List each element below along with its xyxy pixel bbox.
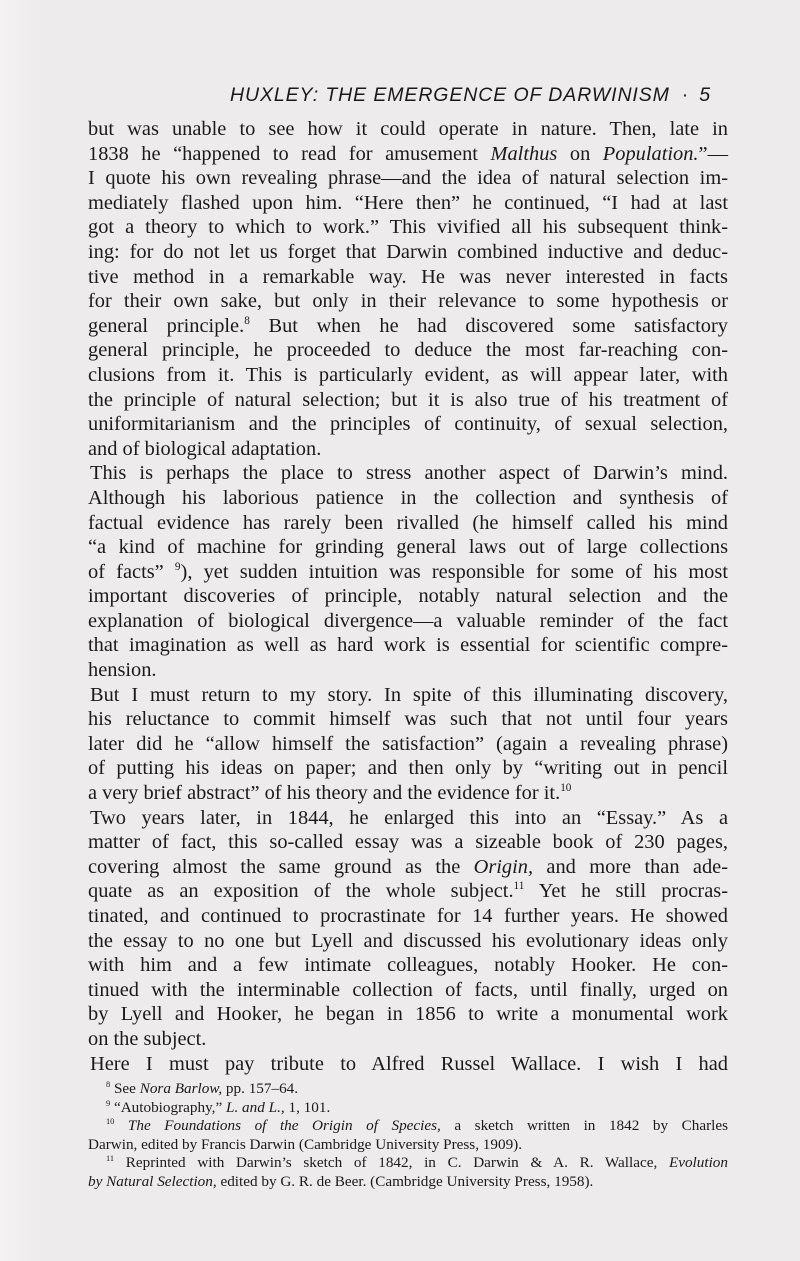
- text-run: uniformitarianism and the principles of continuity, of sexual selection,: [88, 413, 728, 436]
- body-line: [88, 461, 728, 486]
- text-run: tinated, and continued to procrastinate for 14 further years. He showed: [88, 905, 728, 927]
- text-run: See: [110, 1080, 140, 1097]
- text-run: Two years later, in 1844, he enlarged this into an “Essay.” As a: [90, 806, 728, 829]
- body-line: [88, 166, 728, 191]
- footnote-line: [88, 1136, 728, 1155]
- text-run: the essay to no one but Lyell and discussed his evolutionary ideas only: [88, 929, 728, 952]
- text-run: ing: for do not let us forget that Darwin combined inductive and deduc-: [88, 240, 728, 263]
- text-run: ”—: [698, 142, 728, 165]
- body-line: [88, 191, 728, 216]
- footnote-line: [88, 1117, 728, 1136]
- text-run: a sketch written in 1842 by Charles: [440, 1117, 729, 1135]
- text-run: later did he “allow himself the satisfaction” (again a revealing phrase): [88, 732, 728, 755]
- body-line: [88, 560, 728, 585]
- body-text: [88, 117, 728, 1076]
- italic-text: Origin,: [473, 855, 534, 878]
- header-title: HUXLEY: THE EMERGENCE OF DARWINISM: [230, 84, 670, 106]
- body-line: [88, 855, 728, 880]
- italic-text: Population.: [602, 142, 699, 165]
- footnote-line: [88, 1173, 728, 1192]
- text-run: Here I must pay tribute to Alfred Russel Wallace. I wish I had: [90, 1052, 728, 1075]
- footnote-ref: 10: [560, 782, 572, 795]
- italic-text: Malthus: [490, 142, 558, 165]
- text-run: ), yet sudden intuition was responsible for some of his most: [180, 560, 728, 583]
- italic-text: by Natural Selection,: [88, 1172, 217, 1190]
- body-line: [88, 1002, 728, 1027]
- body-line: [88, 1052, 728, 1077]
- text-run: factual evidence has rarely been rivalled (he himself called his mind: [88, 511, 728, 534]
- text-run: his reluctance to commit himself was such that not until four years: [88, 708, 728, 731]
- text-run: “a kind of machine for grinding general laws out of large collections: [88, 536, 728, 559]
- footnote-line: [88, 1080, 728, 1099]
- body-line: [88, 978, 728, 1003]
- body-line: [88, 953, 728, 978]
- text-run: But I must return to my story. In spite of this illuminating discovery,: [90, 683, 728, 706]
- text-run: 1838 he “happened to read for amusement: [88, 142, 491, 165]
- text-run: covering almost the same ground as the: [88, 855, 474, 878]
- text-run: with him and a few intimate colleagues, notably Hooker. He con-: [88, 954, 728, 977]
- body-line: [88, 412, 728, 437]
- footnote-ref: 10: [106, 1117, 115, 1127]
- text-run: 1, 101.: [284, 1098, 331, 1116]
- footnote-ref: 8: [106, 1079, 111, 1089]
- italic-text: The Foundations of the Origin of Species,: [127, 1117, 441, 1135]
- text-run: and of biological adaptation.: [88, 437, 322, 460]
- text-run: edited by G. R. de Beer. (Cambridge University Press, 1958).: [216, 1172, 594, 1190]
- body-line: [88, 929, 728, 954]
- body-line: [88, 117, 728, 142]
- text-run: general principle.: [88, 314, 245, 337]
- text-run: Darwin, edited by Francis Darwin (Cambridge University Press, 1909).: [88, 1135, 523, 1153]
- text-run: Reprinted with Darwin’s sketch of 1842, in C. Darwin & A. R. Wallace,: [114, 1154, 669, 1172]
- body-line: [88, 314, 728, 339]
- body-line: [88, 338, 728, 363]
- text-run: of facts”: [88, 560, 175, 583]
- text-run: pp. 157–64.: [222, 1080, 299, 1097]
- page-number: 5: [699, 84, 711, 106]
- footnote-ref: 9: [174, 560, 181, 573]
- footnote-line: [88, 1099, 728, 1118]
- body-line: [88, 707, 728, 732]
- text-run: and more than ade-: [533, 855, 728, 878]
- text-run: of putting his ideas on paper; and then only by “writing out in pencil: [88, 757, 728, 780]
- body-line: [88, 756, 728, 781]
- text-run: important discoveries of principle, notably natural selection and the: [88, 585, 728, 608]
- text-run: tive method in a remarkable way. He was never interested in facts: [88, 265, 728, 288]
- body-line: [88, 511, 728, 536]
- body-line: [88, 240, 728, 265]
- body-line: [88, 437, 728, 462]
- body-line: [88, 806, 728, 831]
- footnote-line: [88, 1154, 728, 1173]
- italic-text: L. and L.,: [226, 1098, 285, 1116]
- text-run: got a theory to which to work.” This vivified all his subsequent think-: [88, 216, 728, 239]
- body-line: [88, 904, 728, 929]
- body-line: [88, 215, 728, 240]
- italic-text: Evolution: [668, 1154, 728, 1172]
- text-run: “Autobiography,”: [110, 1098, 227, 1116]
- body-line: [88, 658, 728, 683]
- text-run: Although his laborious patience in the collection and synthesis of: [88, 486, 728, 509]
- body-line: [88, 142, 728, 167]
- text-run: for their own sake, but only in their relevance to some hypothesis or: [88, 290, 728, 313]
- footnotes: [88, 1080, 728, 1192]
- text-run: mediately flashed upon him. “Here then” he continued, “I had at last: [88, 191, 728, 214]
- body-line: [88, 1027, 728, 1052]
- body-line: [88, 633, 728, 658]
- text-run: This is perhaps the place to stress another aspect of Darwin’s mind.: [90, 462, 728, 485]
- text-run: But when he had discovered some satisfactory: [249, 314, 728, 337]
- footnote-ref: 8: [244, 314, 250, 327]
- text-run: Yet he still procras-: [524, 880, 728, 903]
- text-run: explanation of biological divergence—a valuable reminder of the fact: [88, 609, 728, 632]
- body-line: [88, 584, 728, 609]
- text-run: I quote his own revealing phrase—and the idea of natural selection im-: [88, 167, 728, 190]
- text-run: [114, 1117, 128, 1134]
- body-line: [88, 879, 728, 904]
- footnote-ref: 9: [106, 1098, 111, 1108]
- body-line: [88, 363, 728, 388]
- body-line: [88, 486, 728, 511]
- italic-text: Nora Barlow,: [139, 1080, 223, 1097]
- body-line: [88, 535, 728, 560]
- footnote-ref: 11: [513, 880, 525, 893]
- body-line: [88, 830, 728, 855]
- body-line: [88, 609, 728, 634]
- text-run: on: [557, 142, 603, 165]
- text-run: but was unable to see how it could operate in nature. Then, late in: [88, 118, 728, 140]
- body-line: [88, 289, 728, 314]
- body-line: [88, 388, 728, 413]
- body-line: [88, 683, 728, 708]
- text-run: a very brief abstract” of his theory and the evidence for it.: [88, 782, 561, 805]
- running-header: [230, 84, 750, 107]
- text-run: by Lyell and Hooker, he began in 1856 to write a monumental work: [88, 1003, 728, 1026]
- text-run: on the subject.: [88, 1027, 207, 1050]
- text-run: quate as an exposition of the whole subject.: [88, 880, 514, 903]
- footnote-ref: 11: [106, 1154, 115, 1164]
- text-run: that imagination as well as hard work is essential for scientific compre-: [88, 634, 728, 657]
- body-line: [88, 781, 728, 806]
- body-line: [88, 265, 728, 290]
- header-separator: ·: [681, 84, 690, 106]
- text-run: general principle, he proceeded to deduce the most far-reaching con-: [88, 339, 728, 362]
- page-gutter-shadow: [0, 0, 42, 1261]
- text-run: tinued with the interminable collection of facts, until finally, urged on: [88, 978, 728, 1001]
- body-line: [88, 732, 728, 757]
- text-run: the principle of natural selection; but it is also true of his treatment of: [88, 388, 728, 411]
- text-run: matter of fact, this so-called essay was a sizeable book of 230 pages,: [88, 831, 728, 854]
- text-run: hension.: [88, 659, 157, 682]
- text-run: clusions from it. This is particularly evident, as will appear later, with: [88, 363, 728, 386]
